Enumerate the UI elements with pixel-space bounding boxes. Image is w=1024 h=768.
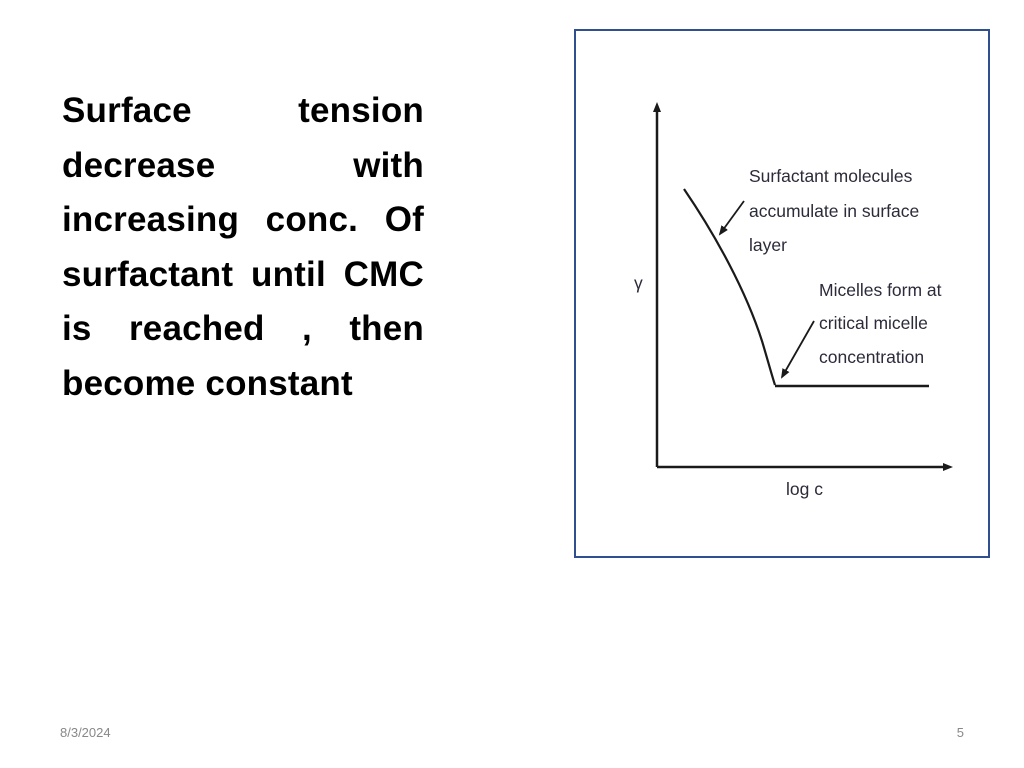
surface-tension-figure [574, 29, 990, 558]
slide-date: 8/3/2024 [60, 725, 111, 740]
y-axis-label: γ [634, 273, 643, 293]
annotation-2-arrow [782, 321, 814, 377]
x-axis-label: log c [786, 479, 823, 499]
annotation-2-line-1: Micelles form at [819, 280, 942, 300]
slide-body-text: Surface tension decrease with increasing conc. Of surfactant until CMC is reached , then become constant [62, 91, 424, 403]
annotation-2-line-3: concentration [819, 347, 925, 367]
annotation-1-line-3: layer [749, 235, 787, 255]
annotation-1-line-1: Surfactant molecules [749, 166, 913, 186]
annotation-1-arrow [720, 201, 744, 234]
annotation-1-line-2: accumulate in surface [749, 201, 920, 221]
annotation-2-line-2: critical micelle [819, 313, 928, 333]
slide-page-number: 5 [956, 725, 964, 740]
surface-tension-plot [576, 31, 992, 560]
